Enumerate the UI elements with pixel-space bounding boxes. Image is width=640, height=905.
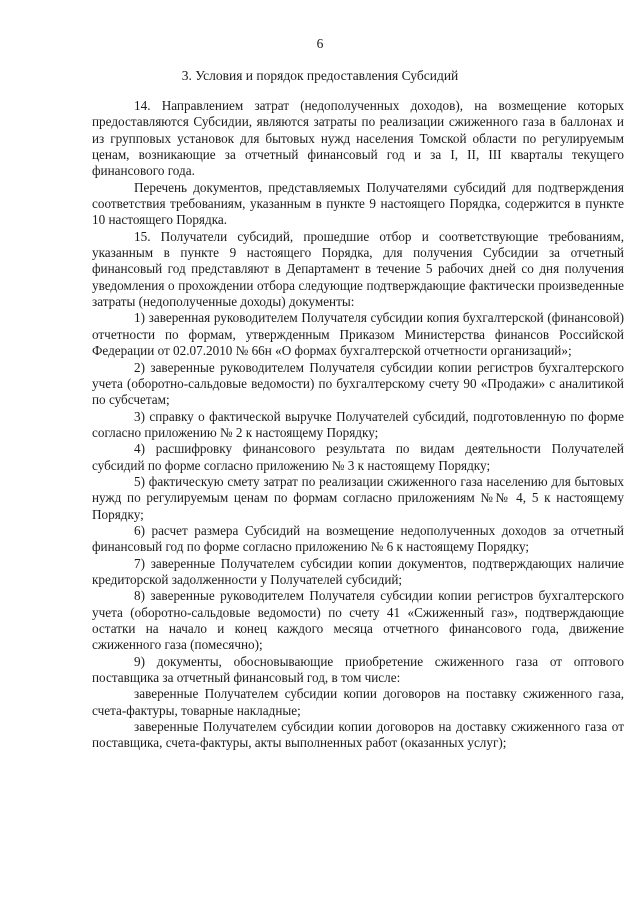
page-number: 6 [316, 36, 324, 51]
list-subitem-supply-contracts: заверенные Получателем субсидии копии договоров на поставку сжиженного газа, счета-фактуры, товарные накладные; [92, 686, 624, 718]
document-body [92, 98, 624, 752]
list-item-7: 7) заверенные Получателем субсидии копии документов, подтверждающих наличие кредиторской задолженности у Получателей субсидий; [92, 555, 624, 587]
list-item-5: 5) фактическую смету затрат по реализации сжиженного газа населению для бытовых нужд по регулируемым ценам по формам согласно приложениям №№ 4, 5 к настоящему Порядку; [92, 473, 624, 522]
list-item-2: 2) заверенные руководителем Получателя субсидии копии регистров бухгалтерского учета (оборотно-сальдовые ведомости) по бухгалтерскому счету 90 «Продажи» с аналитикой по субсчетам; [92, 359, 624, 408]
list-item-3: 3) справку о фактической выручке Получателей субсидий, подготовленную по форме согласно приложению № 2 к настоящему Порядку; [92, 408, 624, 440]
list-item-8: 8) заверенные руководителем Получателя субсидии копии регистров бухгалтерского учета (оборотно-сальдовые ведомости) по счету 41 «Сжиженный газ», подтверждающие остатки на начало и конец каждого месяца отчетного финансового года, движение сжиженного газа (помесячно); [92, 588, 624, 653]
list-item-9: 9) документы, обосновывающие приобретение сжиженного газа от оптового поставщика за отчетный финансовый год, в том числе: [92, 653, 624, 686]
section-title: 3. Условия и порядок предоставления Субсидий [181, 68, 459, 83]
list-subitem-delivery-contracts: заверенные Получателем субсидии копии договоров на доставку сжиженного газа от поставщика, счета-фактуры, акты выполненных работ (оказанных услуг); [92, 719, 624, 751]
list-item-6: 6) расчет размера Субсидий на возмещение недополученных доходов за отчетный финансовый год по форме согласно приложению № 6 к настоящему Порядку; [92, 522, 624, 555]
paragraph-15: 15. Получатели субсидий, прошедшие отбор и соответствующие требованиям, указанным в пункте 9 настоящего Порядка, для получения Субсидии за отчетный финансовый год представляют в Департамент в течение 5 рабочих дней со дня получения уведомления о прохождении отбора следующие подтверждающие фактически произведенные затраты (недополученные доходы) документы: [92, 228, 624, 310]
paragraph-14: 14. Направлением затрат (недополученных доходов), на возмещение которых предоставляются Субсидии, являются затраты по реализации сжиженного газа в баллонах и из групповых установок для бытовых нужд населения Томской области по регулируемым ценам, возникающие за отчетный финансовый год и за I, II, III кварталы текущего финансового года. [92, 98, 624, 179]
paragraph-documents-list: Перечень документов, представляемых Получателями субсидий для подтверждения соответствия требованиям, указанным в пункте 9 настоящего Порядка, содержится в пункте 10 настоящего Порядка. [92, 179, 624, 228]
list-item-1: 1) заверенная руководителем Получателя субсидии копия бухгалтерской (финансовой) отчетности по формам, утвержденным Приказом Министерства финансов Российской Федерации от 02.07.2010 № 66н «О формах бухгалтерской отчетности организаций»; [92, 310, 624, 359]
list-item-4: 4) расшифровку финансового результата по видам деятельности Получателей субсидий по форме согласно приложению № 3 к настоящему Порядку; [92, 441, 624, 473]
